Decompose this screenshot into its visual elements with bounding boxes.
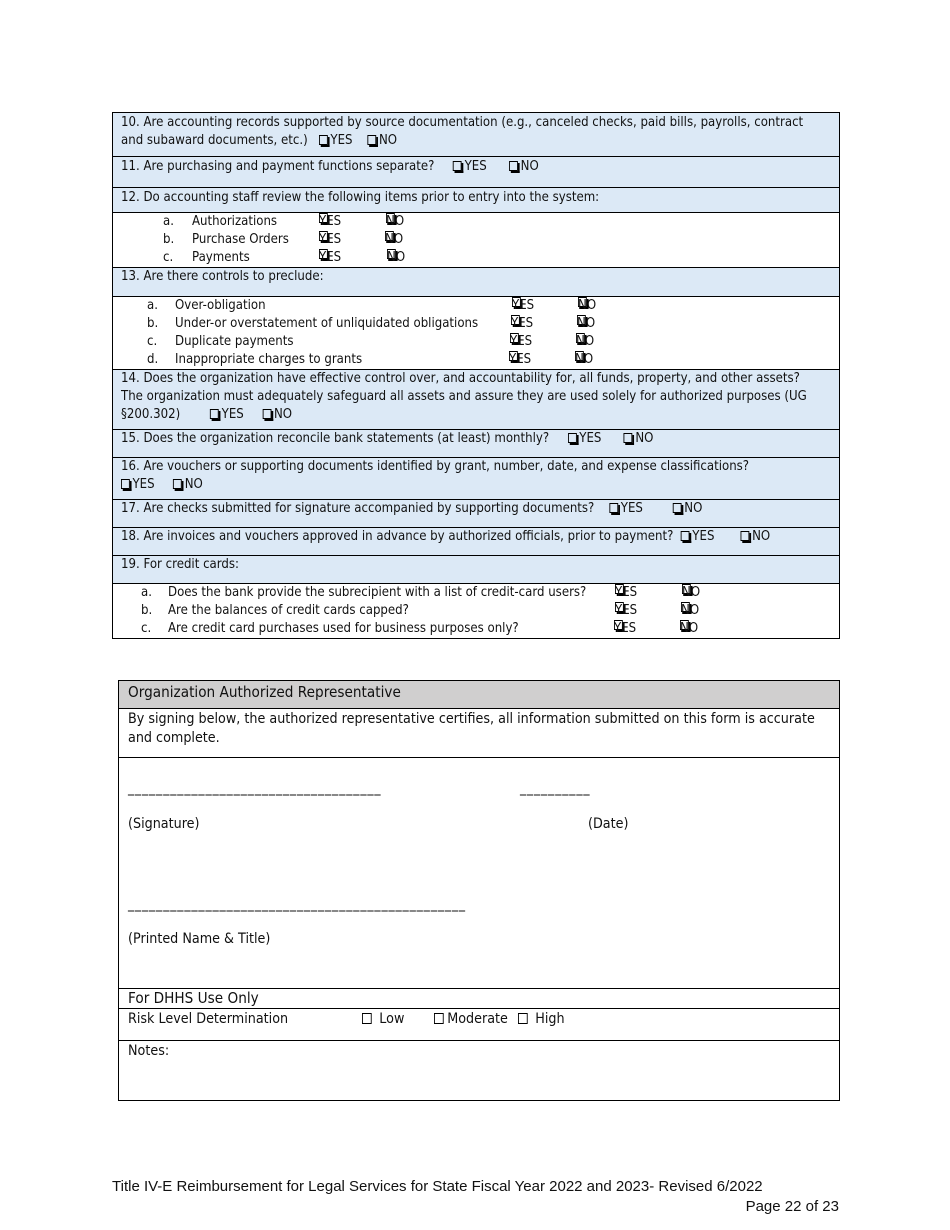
- date-label: (Date): [588, 816, 629, 832]
- checkbox-risk-high[interactable]: [518, 1013, 528, 1024]
- list-item: [121, 620, 831, 638]
- item-text: Purchase Orders: [192, 232, 289, 247]
- checkbox-q16-no[interactable]: [173, 479, 182, 489]
- checkbox-q14-no[interactable]: [263, 409, 272, 419]
- question-10-text: 10. Are accounting records supported by source documentation (e.g., canceled checks, paid bills, payrolls, contract and subaward documents, etc.): [121, 115, 804, 148]
- no-label: NO: [184, 477, 203, 492]
- checkbox-q17-no[interactable]: [673, 503, 682, 513]
- yes-label: YES: [319, 214, 342, 229]
- item-letter: c.: [163, 250, 174, 265]
- item-text: Are the balances of credit cards capped?: [168, 603, 409, 618]
- yes-label: YES: [512, 298, 535, 313]
- no-label: NO: [635, 431, 654, 446]
- no-label: NO: [684, 501, 703, 516]
- no-label: NO: [680, 621, 699, 636]
- page-number: Page 22 of 23: [745, 1198, 839, 1215]
- no-label: NO: [752, 529, 771, 544]
- list-item: [121, 249, 831, 267]
- checkbox-risk-low[interactable]: [362, 1013, 372, 1024]
- question-19-items: [113, 584, 840, 639]
- question-15-text: 15. Does the organization reconcile bank statements (at least) monthly?: [121, 431, 550, 446]
- item-letter: a.: [147, 298, 158, 313]
- no-label: NO: [387, 250, 406, 265]
- question-12-text: 12. Do accounting staff review the following items prior to entry into the system:: [121, 190, 600, 205]
- risk-level-label: Risk Level Determination: [128, 1011, 289, 1027]
- signature-label: (Signature): [128, 816, 200, 832]
- question-13-items: [113, 297, 840, 370]
- item-text: Are credit card purchases used for business purposes only?: [168, 621, 519, 636]
- no-label: NO: [578, 298, 597, 313]
- no-label: NO: [682, 585, 701, 600]
- checkbox-q16-yes[interactable]: [121, 479, 130, 489]
- questionnaire-table: [112, 112, 840, 639]
- certification-cell: [119, 709, 840, 758]
- risk-high-label: High: [535, 1011, 565, 1027]
- yes-label: YES: [511, 316, 534, 331]
- yes-label: YES: [615, 585, 638, 600]
- checkbox-q15-no[interactable]: [624, 433, 633, 443]
- no-label: NO: [575, 352, 594, 367]
- item-letter: a.: [141, 585, 152, 600]
- question-16-text: 16. Are vouchers or supporting documents identified by grant, number, date, and expense classifications?: [121, 459, 750, 474]
- no-label: NO: [273, 407, 293, 422]
- question-12: [113, 188, 840, 213]
- printed-name-label: (Printed Name & Title): [128, 931, 271, 947]
- question-15: [113, 430, 840, 458]
- certification-text: By signing below, the authorized representative certifies, all information submitted on this form is accurate and complete.: [128, 711, 815, 746]
- list-item: [121, 584, 831, 602]
- list-item: [121, 213, 831, 231]
- section-title: Organization Authorized Representative: [128, 683, 401, 701]
- item-text: Inappropriate charges to grants: [175, 352, 363, 367]
- checkbox-q11-no[interactable]: [509, 161, 518, 171]
- checkbox-q11-yes[interactable]: [453, 161, 462, 171]
- yes-label: YES: [221, 407, 244, 422]
- risk-moderate-label: Moderate: [447, 1011, 508, 1027]
- yes-label: YES: [579, 431, 602, 446]
- representative-table: [118, 680, 840, 1101]
- risk-low-label: Low: [379, 1011, 405, 1027]
- notes-label: Notes:: [128, 1043, 170, 1059]
- dhhs-heading-cell: [119, 989, 840, 1009]
- yes-label: YES: [510, 334, 533, 349]
- checkbox-q14-yes[interactable]: [210, 409, 219, 419]
- yes-label: YES: [330, 133, 353, 148]
- question-14-text: 14. Does the organization have effective control over, and accountability for, all funds, property, and other assets? The organization must adequately safeguard all assets and assure they are used solely for authorized purposes (UG §200.302): [121, 371, 807, 422]
- notes-cell: [119, 1041, 840, 1101]
- item-text: Duplicate payments: [175, 334, 294, 349]
- checkbox-q10-no[interactable]: [368, 135, 377, 145]
- representative-heading: [119, 681, 840, 709]
- question-19: [113, 556, 840, 584]
- question-19-text: 19. For credit cards:: [121, 557, 240, 572]
- yes-label: YES: [615, 603, 638, 618]
- list-item: [121, 351, 831, 369]
- risk-level-cell: [119, 1009, 840, 1041]
- item-letter: b.: [147, 316, 159, 331]
- no-label: NO: [577, 316, 596, 331]
- question-12-items: [113, 213, 840, 268]
- item-text: Under-or overstatement of unliquidated obligations: [175, 316, 479, 331]
- yes-label: YES: [614, 621, 637, 636]
- signature-cell: [119, 758, 840, 989]
- no-label: NO: [681, 603, 700, 618]
- no-label: NO: [385, 232, 404, 247]
- item-text: Payments: [192, 250, 250, 265]
- item-letter: b.: [141, 603, 153, 618]
- item-text: Does the bank provide the subrecipient with a list of credit-card users?: [168, 585, 587, 600]
- question-16: [113, 458, 840, 500]
- checkbox-q15-yes[interactable]: [568, 433, 577, 443]
- question-18: [113, 528, 840, 556]
- question-11: [113, 157, 840, 188]
- yes-label: YES: [620, 501, 643, 516]
- dhhs-heading: For DHHS Use Only: [128, 989, 259, 1007]
- no-label: NO: [520, 159, 539, 174]
- question-11-text: 11. Are purchasing and payment functions separate?: [121, 159, 435, 174]
- list-item: [121, 315, 831, 333]
- page-footer: [112, 1177, 839, 1217]
- signature-line: ____________________________________: [128, 780, 382, 796]
- list-item: [121, 231, 831, 249]
- item-letter: c.: [147, 334, 158, 349]
- footer-title: Title IV-E Reimbursement for Legal Services for State Fiscal Year 2022 and 2023- Revised 6/2022: [112, 1178, 763, 1195]
- no-label: NO: [378, 133, 398, 148]
- checkbox-q10-yes[interactable]: [319, 135, 328, 145]
- question-17: [113, 500, 840, 528]
- no-label: NO: [576, 334, 595, 349]
- printed-name-line: ________________________________________________: [128, 896, 466, 912]
- question-17-text: 17. Are checks submitted for signature accompanied by supporting documents?: [121, 501, 595, 516]
- checkbox-risk-moderate[interactable]: [434, 1013, 444, 1024]
- question-13-text: 13. Are there controls to preclude:: [121, 269, 324, 284]
- item-text: Over-obligation: [175, 298, 266, 313]
- yes-label: YES: [464, 159, 487, 174]
- yes-label: YES: [509, 352, 532, 367]
- question-10: [113, 113, 840, 157]
- item-letter: b.: [163, 232, 175, 247]
- list-item: [121, 602, 831, 620]
- no-label: NO: [386, 214, 405, 229]
- list-item: [121, 333, 831, 351]
- item-letter: c.: [141, 621, 152, 636]
- list-item: [121, 297, 831, 315]
- item-text: Authorizations: [192, 214, 278, 229]
- yes-label: YES: [692, 529, 715, 544]
- yes-label: YES: [319, 232, 342, 247]
- yes-label: YES: [319, 250, 342, 265]
- question-18-text: 18. Are invoices and vouchers approved in advance by authorized officials, prior to payment?: [121, 529, 674, 544]
- question-13: [113, 268, 840, 297]
- question-14: [113, 370, 840, 430]
- yes-label: YES: [132, 477, 155, 492]
- item-letter: d.: [147, 352, 159, 367]
- checkbox-q18-yes[interactable]: [681, 531, 690, 541]
- checkbox-q18-no[interactable]: [741, 531, 750, 541]
- date-line: __________: [520, 780, 591, 796]
- checkbox-q17-yes[interactable]: [609, 503, 618, 513]
- item-letter: a.: [163, 214, 174, 229]
